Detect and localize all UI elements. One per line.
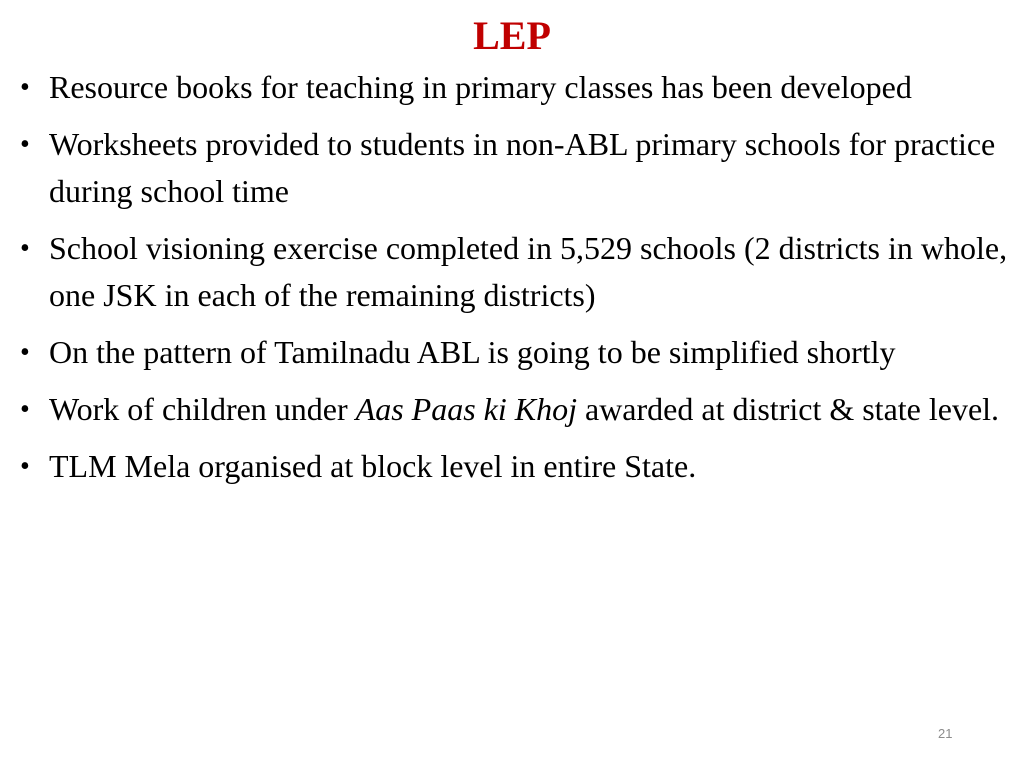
bullet-icon: • [20,233,30,264]
bullet-text-before: Work of children under [49,391,356,427]
bullet-text: Resource books for teaching in primary classes has been developed [49,69,912,105]
bullet-item [20,225,1020,319]
bullet-text: On the pattern of Tamilnadu ABL is going to be simplified shortly [49,334,896,370]
bullet-text-italic: Aas Paas ki Khoj [355,391,577,427]
bullet-item [20,121,1020,215]
bullet-item [20,443,1020,490]
bullet-icon: • [20,72,30,103]
bullet-icon: • [20,394,30,425]
slide-title: LEP [473,13,551,58]
bullet-item [20,329,1020,376]
bullet-item [20,386,1020,433]
bullet-icon: • [20,337,30,368]
bullet-icon: • [20,451,30,482]
bullet-text-after: awarded at district & state level. [576,391,1000,427]
bullet-icon: • [20,129,30,160]
bullet-text: School visioning exercise completed in 5,529 schools (2 districts in whole, one JSK in each of the remaining districts) [49,230,1008,313]
page-number: 21 [938,726,953,741]
bullet-text: Worksheets provided to students in non-ABL primary schools for practice during school time [49,126,996,209]
bullet-item [20,64,1020,111]
bullet-text [49,391,999,427]
bullet-text: TLM Mela organised at block level in entire State. [49,448,697,484]
bullet-list [20,64,1020,500]
